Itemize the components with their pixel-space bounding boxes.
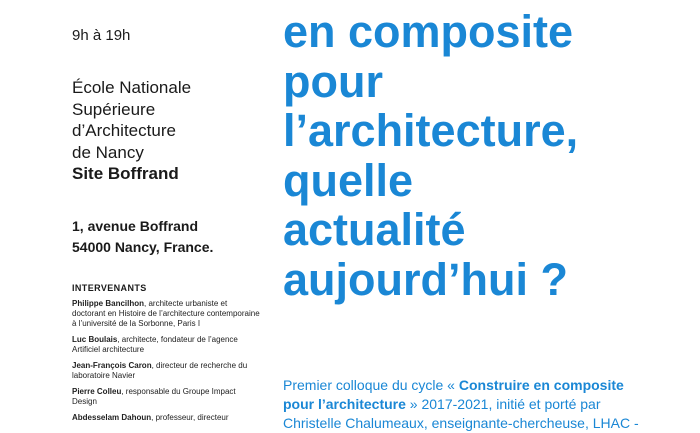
speaker-entry <box>72 387 262 407</box>
speaker-desc: , directeur de recherche du laboratoire Navier <box>72 361 248 380</box>
title-line: aujourd’hui ? <box>283 253 568 305</box>
title-line: quelle <box>283 154 414 206</box>
intro-line <box>283 395 693 414</box>
speaker-name: Luc Boulais <box>72 335 118 344</box>
event-hours: 9h à 19h <box>72 27 131 44</box>
speakers-list <box>72 283 262 429</box>
site-name: Site Boffrand <box>72 164 179 183</box>
address <box>72 216 213 258</box>
intro-line: Christelle Chalumeaux, enseignante-chercheuse, LHAC - <box>283 415 639 431</box>
intro-bold: pour l’architecture <box>283 396 406 412</box>
speaker-desc: , architecte urbaniste et doctorant en Histoire de l’architecture contemporaine à l’université de la Sorbonne, Paris I <box>72 299 260 328</box>
address-line: 54000 Nancy, France. <box>72 239 214 255</box>
intro-paragraph <box>283 376 693 433</box>
speaker-name: Philippe Bancilhon <box>72 299 145 308</box>
speaker-name: Pierre Colleu <box>72 387 122 396</box>
event-title <box>283 7 693 304</box>
title-line: pour <box>283 55 383 107</box>
speaker-name: Jean-François Caron <box>72 361 152 370</box>
school-line: de Nancy <box>72 142 144 162</box>
title-line: actualité <box>283 204 466 255</box>
title-line: en composite <box>283 6 574 57</box>
speaker-desc: , responsable du Groupe Impact Design <box>72 387 236 406</box>
speaker-entry <box>72 361 262 381</box>
speaker-desc: , professeur, directeur <box>151 413 229 422</box>
title-line: l’architecture, <box>283 105 579 156</box>
speaker-name: Abdesselam Dahoun <box>72 413 152 422</box>
speakers-heading: INTERVENANTS <box>72 283 147 293</box>
intro-text: » 2017-2021, initié et porté par <box>405 396 601 412</box>
school-line: d’Architecture <box>72 121 176 140</box>
school-line: Supérieure <box>72 99 156 119</box>
speaker-entry <box>72 413 262 423</box>
school-name <box>72 77 191 185</box>
school-line: École Nationale <box>72 78 192 97</box>
speaker-entry <box>72 299 262 329</box>
intro-text: Premier colloque du cycle « <box>283 377 459 393</box>
speaker-entry <box>72 335 262 355</box>
intro-line <box>283 376 693 395</box>
address-line: 1, avenue Boffrand <box>72 218 199 234</box>
speaker-desc: , architecte, fondateur de l’agence Artificiel architecture <box>72 335 238 354</box>
intro-bold: Construire en composite <box>458 377 624 393</box>
